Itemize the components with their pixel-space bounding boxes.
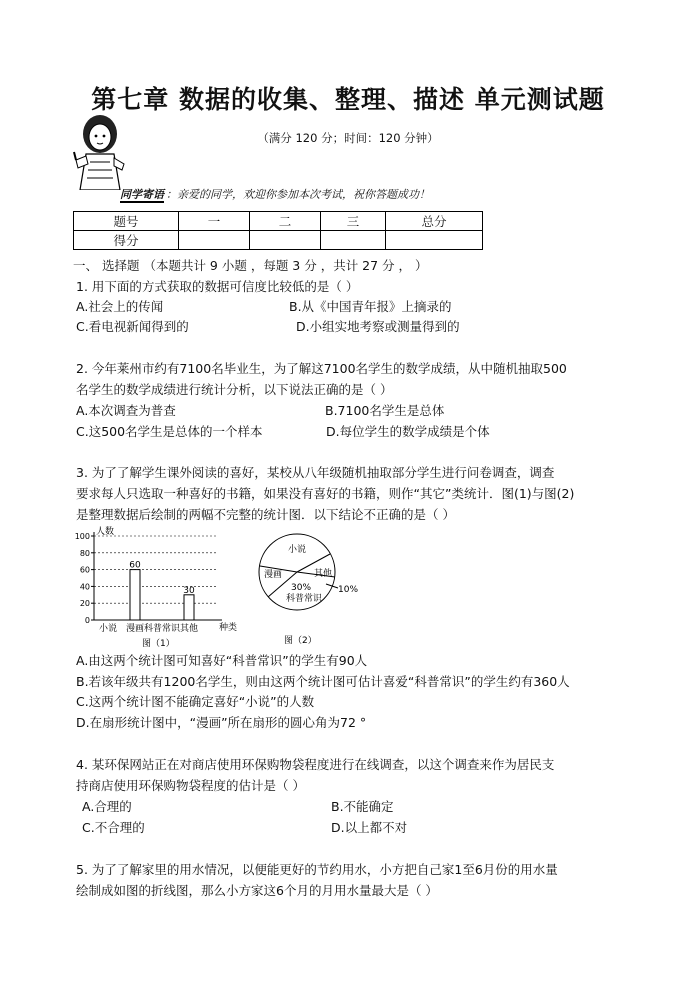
q3-option-d[interactable]: D.在扇形统计图中，“漫画”所在扇形的圆心角为72 ° [76,715,367,730]
question-3-stem: 要求每人只选取一种喜好的书籍，如果没有喜好的书籍，则作“其它”类统计．图(1)与图(2) [76,486,575,501]
score-cell[interactable] [321,231,386,250]
question-5-stem: 绘制成如图的折线图，那么小方家这6个月的月用水量最大是（ ） [76,883,438,898]
bar-y-tick-label: 40 [79,582,90,592]
exam-subtitle: （满分 120 分；时间：120 分钟） [257,131,439,145]
q4-option-c[interactable]: C.不合理的 [82,820,145,835]
student-avatar-illustration [68,112,130,190]
bar-y-tick-label: 80 [79,548,90,558]
bar-y-tick-label: 20 [79,599,90,609]
bar-chart-figure-1 [75,526,237,649]
q3-option-c[interactable]: C.这两个统计图不能确定喜好“小说”的人数 [76,694,315,709]
pie-slice-label: 科普常识 [286,594,323,604]
score-cell[interactable] [250,231,321,250]
q1-option-b[interactable]: B.从《中国青年报》上摘录的 [289,299,452,314]
pie-slice-label: 漫画 [264,570,283,580]
pie-slice-label: 小说 [288,545,307,555]
bar-y-label: 人数 [96,527,115,537]
bar-mark [130,570,140,620]
q2-option-a[interactable]: A.本次调查为普查 [76,403,176,418]
score-header-cell: 题号 [74,212,179,231]
q4-option-a[interactable]: A.合理的 [82,799,132,814]
score-header-cell: 三 [321,212,386,231]
q4-option-b[interactable]: B.不能确定 [331,799,394,814]
question-2-stem: 2. 今年莱州市约有7100名毕业生，为了解这7100名学生的数学成绩，从中随机抽取500 [76,361,567,376]
motto [120,186,430,202]
question-1-stem: 1. 用下面的方式获取的数据可信度比较低的是（ ） [76,279,359,294]
question-4-stem: 4. 某环保网站正在对商店使用环保购物袋程度进行在线调查，以这个调查来作为居民支 [76,757,555,772]
pie-percent-label: 10% [338,585,359,595]
q1-option-c[interactable]: C.看电视新闻得到的 [76,319,189,334]
q2-option-c[interactable]: C.这500名学生是总体的一个样本 [76,424,263,439]
bar-data-label: 30 [183,585,195,596]
score-cell[interactable] [179,231,250,250]
question-4-stem: 持商店使用环保购物袋程度的估计是（ ） [76,778,305,793]
question-5-stem: 5. 为了了解家里的用水情况，以便能更好的节约用水，小方把自己家1至6月份的用水量 [76,862,558,877]
q2-option-d[interactable]: D.每位学生的数学成绩是个体 [326,424,490,439]
q4-option-d[interactable]: D.以上都不对 [331,820,408,835]
motto-tag: 同学寄语 [120,188,164,201]
score-header-cell: 二 [250,212,321,231]
bar-data-label: 60 [129,560,141,571]
q3-option-a[interactable]: A.由这两个统计图可知喜好“科普常识”的学生有90人 [76,653,368,668]
bar-x-label: 种类 [219,623,238,633]
score-table-header [74,212,483,231]
pie-caption: 图（2） [284,636,317,646]
bar-y-tick-label: 60 [79,565,90,575]
section-heading: 一、 选择题 （本题共计 9 小题 ，每题 3 分 ，共计 27 分 ， ） [73,258,428,273]
page-title: 第七章 数据的收集、整理、描述 单元测试题 [91,85,605,114]
q3-option-b[interactable]: B.若该年级共有1200名学生，则由这两个统计图可估计喜爱“科普常识”的学生约有360人 [76,674,570,689]
question-3-stem: 是整理数据后绘制的两幅不完整的统计图．以下结论不正确的是（ ） [76,507,455,522]
q2-option-b[interactable]: B.7100名学生是总体 [325,403,445,418]
bar-mark [184,595,194,620]
score-cell[interactable] [386,231,483,250]
pie-percent-label: 30% [291,583,312,593]
score-header-cell: 一 [179,212,250,231]
q3-figures [72,526,372,651]
bar-category-label: 漫画 [125,624,145,634]
question-3-stem: 3. 为了了解学生课外阅读的喜好，某校从八年级随机抽取部分学生进行问卷调查，调查 [76,465,555,480]
pie-slice-label: 其他 [314,569,333,579]
bar-caption: 图（1） [142,639,175,649]
score-header-cell: 总分 [386,212,483,231]
question-2-stem: 名学生的数学成绩进行统计分析，以下说法正确的是（ ） [76,382,393,397]
bar-category-label: 小说 [98,624,118,634]
score-table-row [74,231,483,250]
bar-y-tick-label: 100 [74,532,90,541]
pie-chart-figure-2 [259,534,358,646]
bar-y-tick-label: 0 [84,616,90,625]
q1-option-d[interactable]: D.小组实地考察或测量得到的 [296,319,460,334]
bar-category-label: 其他 [179,624,199,634]
q1-option-a[interactable]: A.社会上的传闻 [76,299,164,314]
bar-category-label: 科普常识 [143,624,181,634]
score-table [73,211,483,250]
score-row-label: 得分 [74,231,179,250]
motto-text: ：亲爱的同学，欢迎你参加本次考试，祝你答题成功！ [166,188,430,201]
